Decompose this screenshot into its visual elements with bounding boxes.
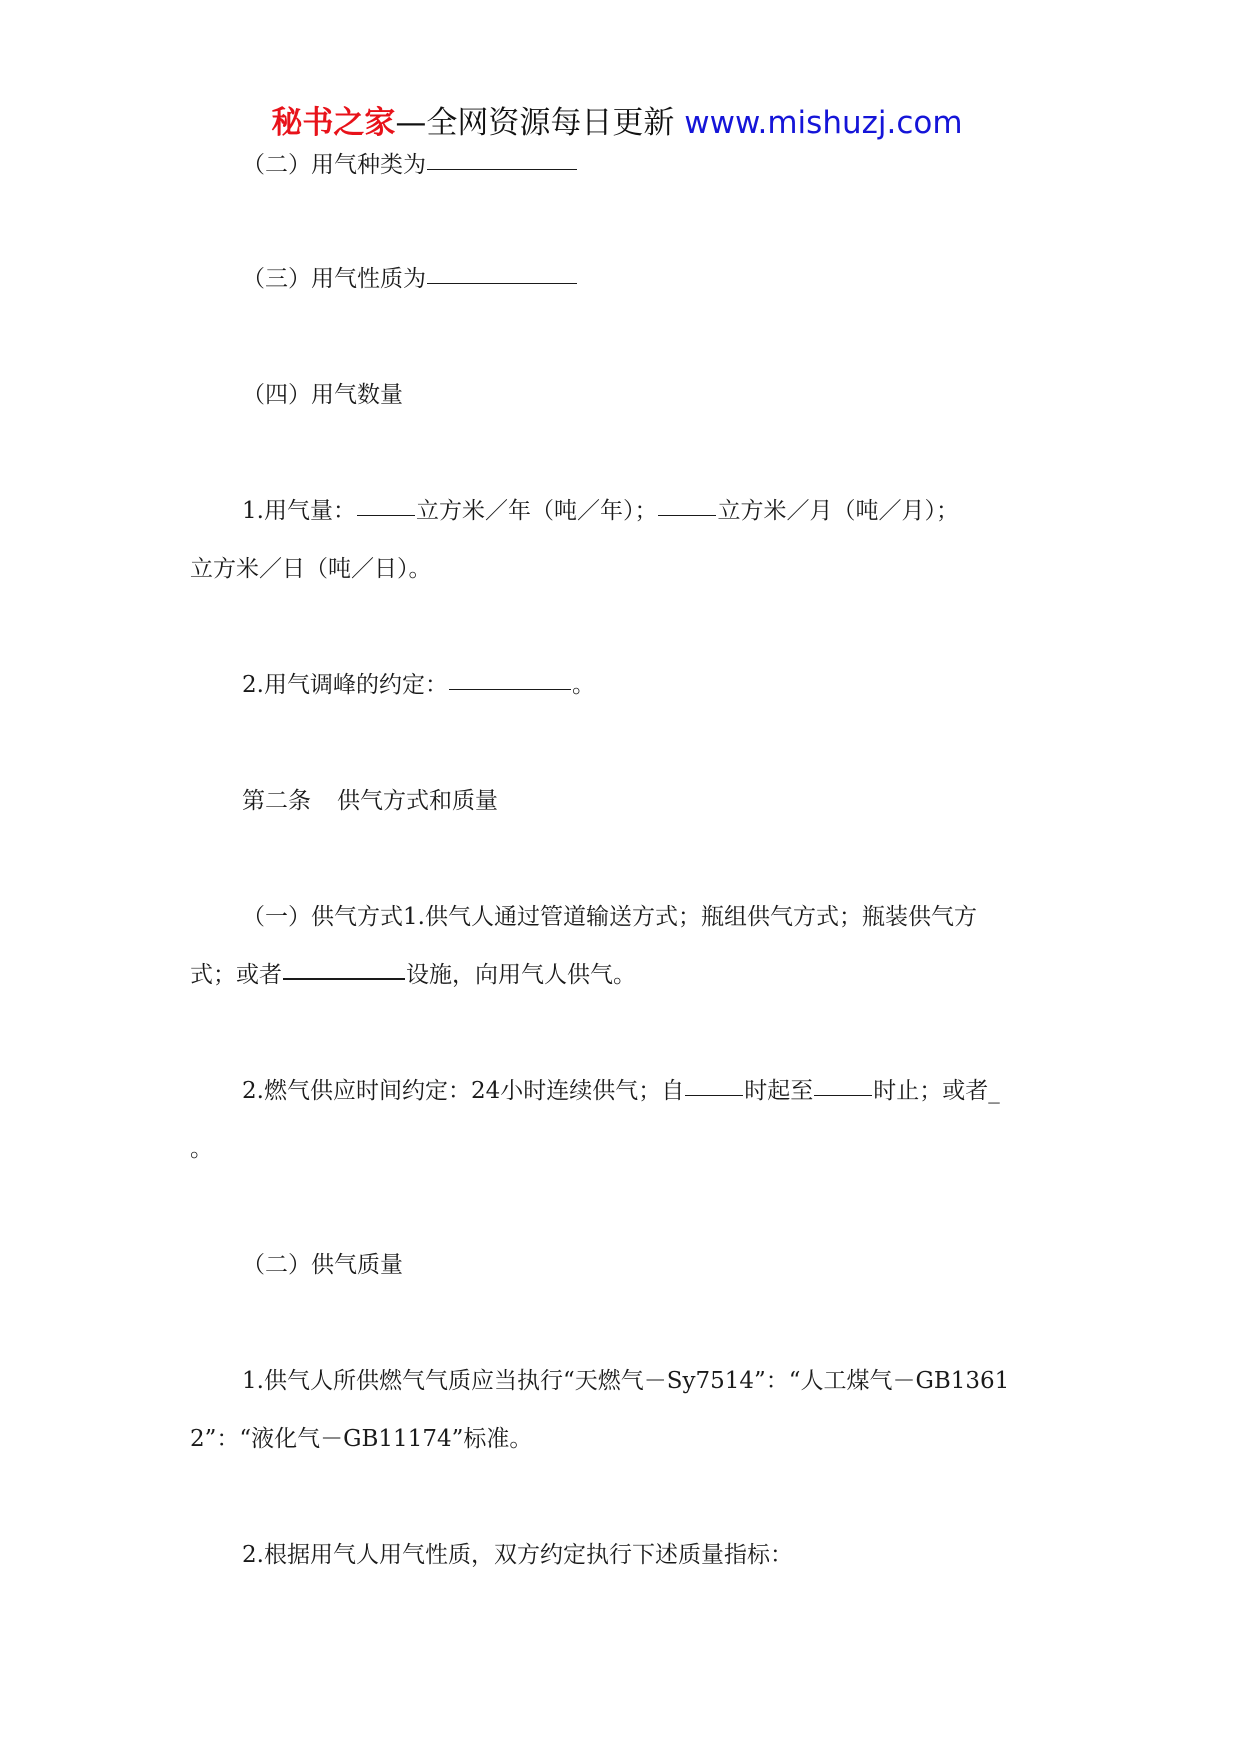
supply-quality-title: （二）供气质量: [242, 1252, 403, 1278]
peak-shaving-line: [0, 668, 1234, 702]
supply-time-to: 时起至: [744, 1078, 814, 1104]
quality-index-text: 2.根据用气人用气性质，双方约定执行下述质量指标：: [242, 1542, 793, 1568]
supply-time-label: 2.燃气供应时间约定：24小时连续供气；自: [242, 1078, 685, 1104]
supply-time-line-cont: [0, 1132, 1234, 1166]
supply-method-line-cont: [0, 958, 1234, 992]
start-hour-blank: [685, 1095, 743, 1096]
quality-index-line: [0, 1538, 1234, 1572]
quality-standard-line: [0, 1364, 1234, 1398]
supply-quality-heading: [0, 1248, 1234, 1282]
usage-volume-label: 1.用气量：: [242, 498, 356, 524]
gas-type-label: （二）用气种类为: [242, 152, 426, 178]
gas-nature-line: [0, 262, 1234, 296]
supply-method-text: （一）供气方式1.供气人通过管道输送方式；瓶组供气方式；瓶装供气方: [242, 904, 977, 930]
usage-volume-line: [0, 494, 1234, 528]
supply-time-line: [0, 1074, 1234, 1108]
daily-unit: 立方米／日（吨／日）。: [190, 556, 432, 582]
gas-type-blank: [427, 169, 577, 170]
gas-nature-label: （三）用气性质为: [242, 266, 426, 292]
site-url-link[interactable]: www.mishuzj.com: [684, 105, 963, 141]
yearly-volume-blank: [357, 515, 415, 516]
article-two-heading: [0, 784, 1234, 818]
supply-method-line: [0, 900, 1234, 934]
supply-method-end: 设施，向用气人供气。: [406, 962, 636, 988]
supply-method-or: 式；或者: [190, 962, 282, 988]
article-number: 第二条: [242, 788, 311, 814]
gas-type-line: [0, 148, 1234, 182]
supply-time-end: 时止；或者_: [873, 1078, 1000, 1104]
gas-nature-blank: [427, 283, 577, 284]
article-title: 供气方式和质量: [337, 788, 498, 814]
gas-quantity-heading: [0, 378, 1234, 412]
quality-standard-line-cont: [0, 1422, 1234, 1456]
facility-blank: [283, 978, 405, 980]
yearly-unit: 立方米／年（吨／年）；: [415, 498, 658, 524]
supply-time-period: 。: [190, 1136, 213, 1162]
quality-standard-text-cont: 2”：“液化气－GB11174”标准。: [190, 1426, 533, 1452]
end-hour-blank: [814, 1095, 872, 1096]
site-tagline: —全网资源每日更新: [395, 105, 675, 141]
monthly-unit: 立方米／月（吨／月）；: [717, 498, 959, 524]
quality-standard-text: 1.供气人所供燃气气质应当执行“天燃气－Sy7514”：“人工煤气－GB1361: [242, 1368, 1010, 1394]
site-header: [0, 100, 1234, 146]
peak-shaving-blank: [449, 689, 571, 690]
gas-quantity-title: （四）用气数量: [242, 382, 403, 408]
site-brand: 秘书之家: [271, 105, 396, 141]
peak-shaving-end: 。: [571, 672, 595, 698]
peak-shaving-label: 2.用气调峰的约定：: [242, 672, 448, 698]
usage-volume-line-cont: [0, 552, 1234, 586]
monthly-volume-blank: [658, 515, 716, 516]
